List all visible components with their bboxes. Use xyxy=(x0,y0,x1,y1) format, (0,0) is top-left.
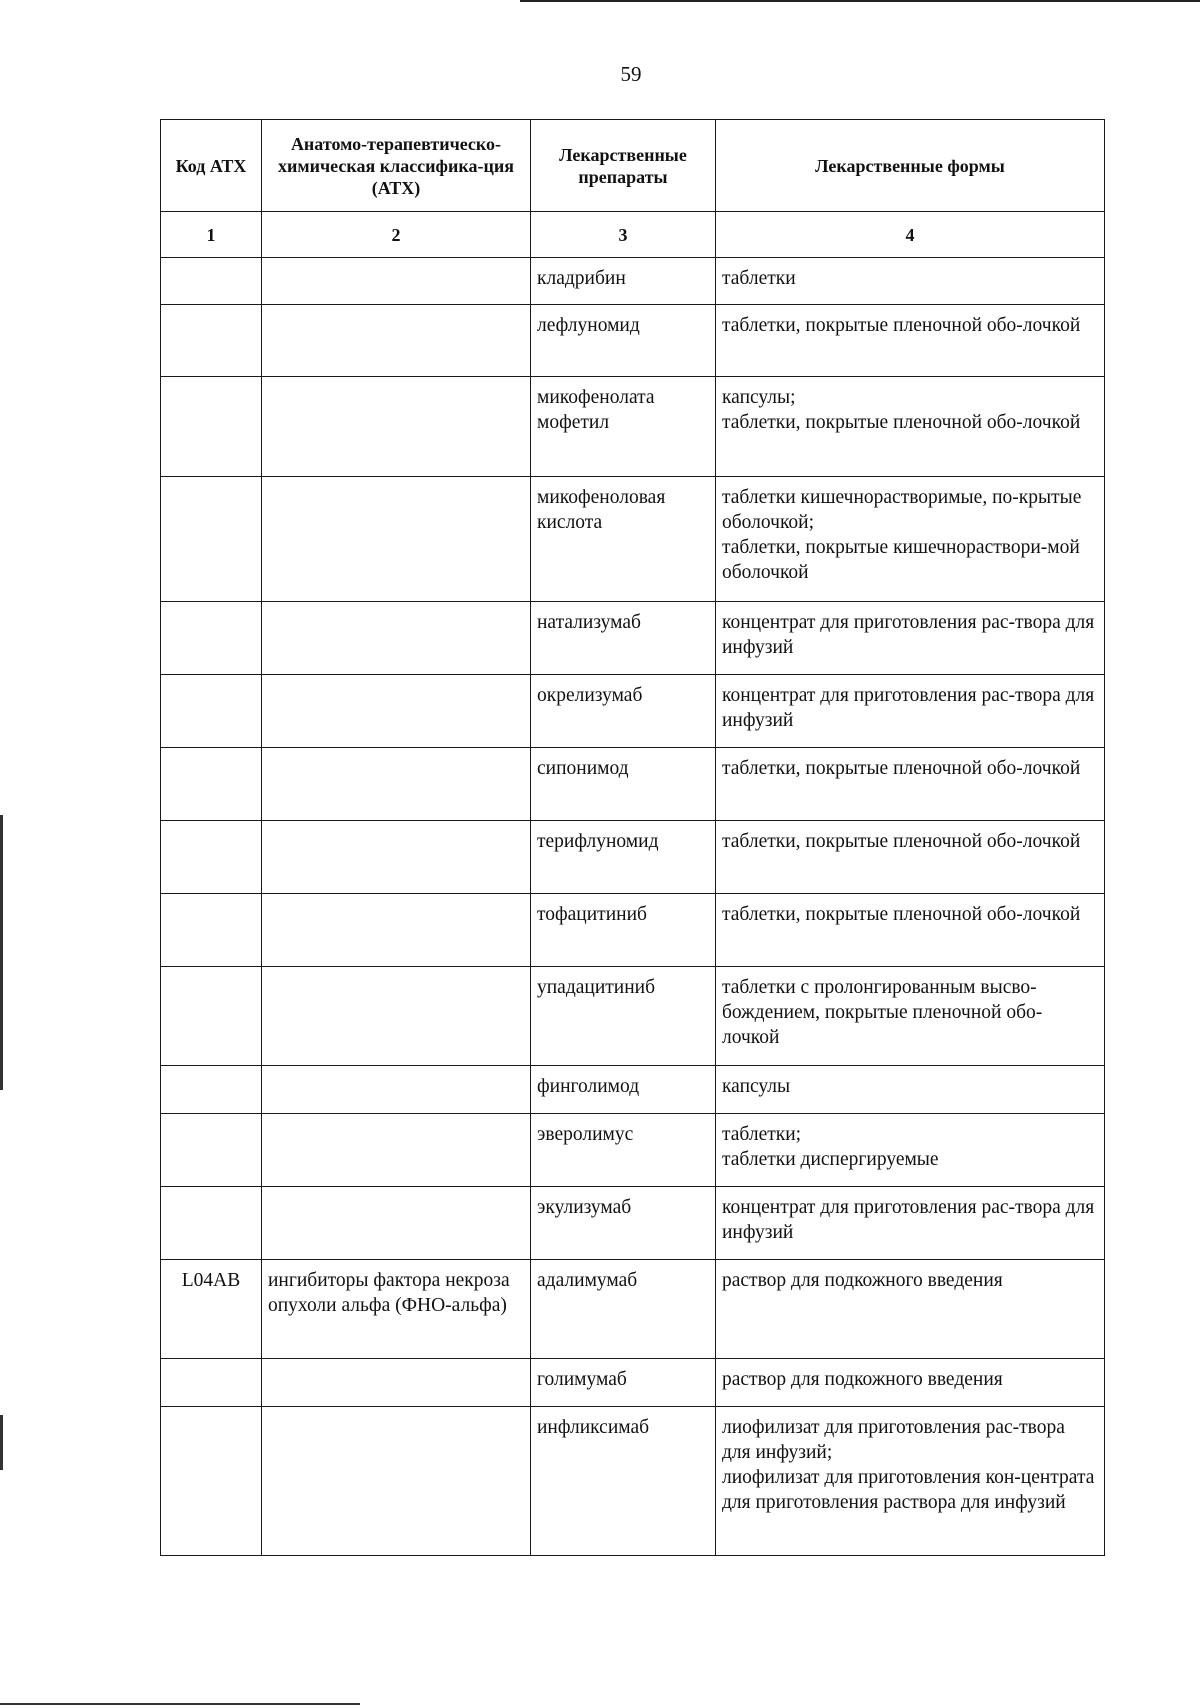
dosage-form-item: лиофилизат для приготовления рас-твора для инфузий; xyxy=(722,1417,1065,1463)
atc-code-cell xyxy=(161,305,262,377)
table-row xyxy=(161,1066,1105,1114)
scan-top-edge-line xyxy=(520,0,1200,2)
atc-classification-cell xyxy=(262,1066,531,1114)
atc-code-cell xyxy=(161,675,262,748)
atc-code-cell xyxy=(161,1407,262,1556)
dosage-forms-cell xyxy=(716,675,1105,748)
dosage-form-item: раствор для подкожного введения xyxy=(722,1270,1003,1291)
dosage-form-item: таблетки; xyxy=(722,1124,802,1145)
dosage-forms-cell xyxy=(716,748,1105,821)
table-row xyxy=(161,748,1105,821)
drug-name-cell: эверолимус xyxy=(531,1114,716,1187)
atc-code-cell xyxy=(161,894,262,967)
dosage-form-item: таблетки xyxy=(722,268,796,289)
atc-code-cell xyxy=(161,477,262,602)
drug-name-cell: окрелизумаб xyxy=(531,675,716,748)
drug-name-cell: инфликсимаб xyxy=(531,1407,716,1556)
drug-name-cell: терифлуномид xyxy=(531,821,716,894)
atc-code-cell xyxy=(161,1187,262,1260)
dosage-form-item: концентрат для приготовления рас-твора для инфузий xyxy=(722,1197,1095,1243)
dosage-forms-cell xyxy=(716,305,1105,377)
table-header-row xyxy=(161,120,1105,212)
dosage-forms-cell xyxy=(716,1114,1105,1187)
dosage-forms-cell xyxy=(716,821,1105,894)
dosage-form-item: таблетки, покрытые пленочной обо-лочкой xyxy=(722,412,1081,433)
atc-classification-cell xyxy=(262,258,531,305)
atc-code-cell xyxy=(161,967,262,1066)
table-row xyxy=(161,258,1105,305)
table-row xyxy=(161,1114,1105,1187)
drug-name-cell: микофенолата мофетил xyxy=(531,377,716,477)
drug-name-cell: сипонимод xyxy=(531,748,716,821)
atc-classification-cell xyxy=(262,1187,531,1260)
table-row xyxy=(161,377,1105,477)
atc-code-cell xyxy=(161,1114,262,1187)
dosage-form-item: лиофилизат для приготовления кон-центрата для приготовления раствора для инфузий xyxy=(722,1467,1095,1513)
table-row xyxy=(161,894,1105,967)
dosage-form-item: таблетки, покрытые пленочной обо-лочкой xyxy=(722,758,1081,779)
column-number: 2 xyxy=(262,212,531,258)
drug-name-cell: лефлуномид xyxy=(531,305,716,377)
atc-classification-cell xyxy=(262,821,531,894)
dosage-form-item: капсулы xyxy=(722,1076,791,1097)
table-row xyxy=(161,602,1105,675)
dosage-form-item: раствор для подкожного введения xyxy=(722,1369,1003,1390)
table-row xyxy=(161,1187,1105,1260)
atc-code-cell xyxy=(161,377,262,477)
dosage-forms-cell xyxy=(716,602,1105,675)
table-body xyxy=(161,258,1105,1556)
header-dosage-forms: Лекарственные формы xyxy=(716,120,1105,212)
atc-classification-cell xyxy=(262,1407,531,1556)
column-number: 3 xyxy=(531,212,716,258)
drug-name-cell: адалимумаб xyxy=(531,1260,716,1359)
dosage-form-item: капсулы; xyxy=(722,387,796,408)
table-row xyxy=(161,1260,1105,1359)
atc-classification-cell xyxy=(262,894,531,967)
scan-left-edge-mark xyxy=(0,1415,3,1470)
atc-classification-cell xyxy=(262,377,531,477)
column-number: 4 xyxy=(716,212,1105,258)
column-number: 1 xyxy=(161,212,262,258)
dosage-form-item: таблетки, покрытые кишечнораствори-мой оболочкой xyxy=(722,537,1080,583)
dosage-form-item: таблетки, покрытые пленочной обо-лочкой xyxy=(722,831,1081,852)
atc-classification-cell xyxy=(262,602,531,675)
atc-code-cell xyxy=(161,1066,262,1114)
dosage-forms-cell xyxy=(716,1407,1105,1556)
dosage-forms-cell xyxy=(716,967,1105,1066)
dosage-form-item: таблетки диспергируемые xyxy=(722,1149,939,1170)
table-row xyxy=(161,1407,1105,1556)
table-row xyxy=(161,675,1105,748)
drug-name-cell: упадацитиниб xyxy=(531,967,716,1066)
atc-code-cell xyxy=(161,602,262,675)
atc-classification-cell xyxy=(262,748,531,821)
atc-classification-cell: ингибиторы фактора некроза опухоли альфа (ФНО-альфа) xyxy=(262,1260,531,1359)
dosage-forms-cell xyxy=(716,258,1105,305)
drug-name-cell: кладрибин xyxy=(531,258,716,305)
dosage-form-item: таблетки кишечнорастворимые, по-крытые оболочкой; xyxy=(722,487,1082,533)
dosage-form-item: таблетки, покрытые пленочной обо-лочкой xyxy=(722,904,1081,925)
atc-code-cell xyxy=(161,748,262,821)
atc-classification-cell xyxy=(262,1114,531,1187)
table-row xyxy=(161,821,1105,894)
dosage-forms-cell xyxy=(716,894,1105,967)
drug-name-cell: экулизумаб xyxy=(531,1187,716,1260)
atc-classification-cell xyxy=(262,967,531,1066)
dosage-form-item: концентрат для приготовления рас-твора для инфузий xyxy=(722,685,1095,731)
header-atc-code: Код АТХ xyxy=(161,120,262,212)
dosage-forms-cell xyxy=(716,377,1105,477)
dosage-forms-cell xyxy=(716,1187,1105,1260)
drug-name-cell: натализумаб xyxy=(531,602,716,675)
atc-code-cell xyxy=(161,1359,262,1407)
atc-code-cell: L04AB xyxy=(161,1260,262,1359)
table-row xyxy=(161,1359,1105,1407)
dosage-forms-cell xyxy=(716,477,1105,602)
atc-classification-cell xyxy=(262,1359,531,1407)
drug-name-cell: микофеноловая кислота xyxy=(531,477,716,602)
column-number-row xyxy=(161,212,1105,258)
scan-bottom-edge-line xyxy=(0,1703,360,1705)
atc-classification-cell xyxy=(262,675,531,748)
table-row xyxy=(161,305,1105,377)
drug-name-cell: финголимод xyxy=(531,1066,716,1114)
dosage-form-item: таблетки, покрытые пленочной обо-лочкой xyxy=(722,315,1081,336)
drug-name-cell: голимумаб xyxy=(531,1359,716,1407)
atc-code-cell xyxy=(161,258,262,305)
atc-classification-cell xyxy=(262,305,531,377)
scan-left-edge-mark xyxy=(0,815,3,1090)
atc-code-cell xyxy=(161,821,262,894)
dosage-form-item: таблетки с пролонгированным высво-бождением, покрытые пленочной обо-лочкой xyxy=(722,977,1043,1048)
drug-name-cell: тофацитиниб xyxy=(531,894,716,967)
dosage-forms-cell xyxy=(716,1066,1105,1114)
atc-classification-cell xyxy=(262,477,531,602)
dosage-forms-cell xyxy=(716,1359,1105,1407)
header-atc-classification: Анатомо-терапевтическо-химическая классифика-ция (АТХ) xyxy=(262,120,531,212)
table-row xyxy=(161,967,1105,1066)
page-number: 59 xyxy=(620,62,642,86)
header-drugs: Лекарственные препараты xyxy=(531,120,716,212)
dosage-form-item: концентрат для приготовления рас-твора для инфузий xyxy=(722,612,1095,658)
drug-classification-table xyxy=(160,119,1105,1556)
dosage-forms-cell xyxy=(716,1260,1105,1359)
table-row xyxy=(161,477,1105,602)
